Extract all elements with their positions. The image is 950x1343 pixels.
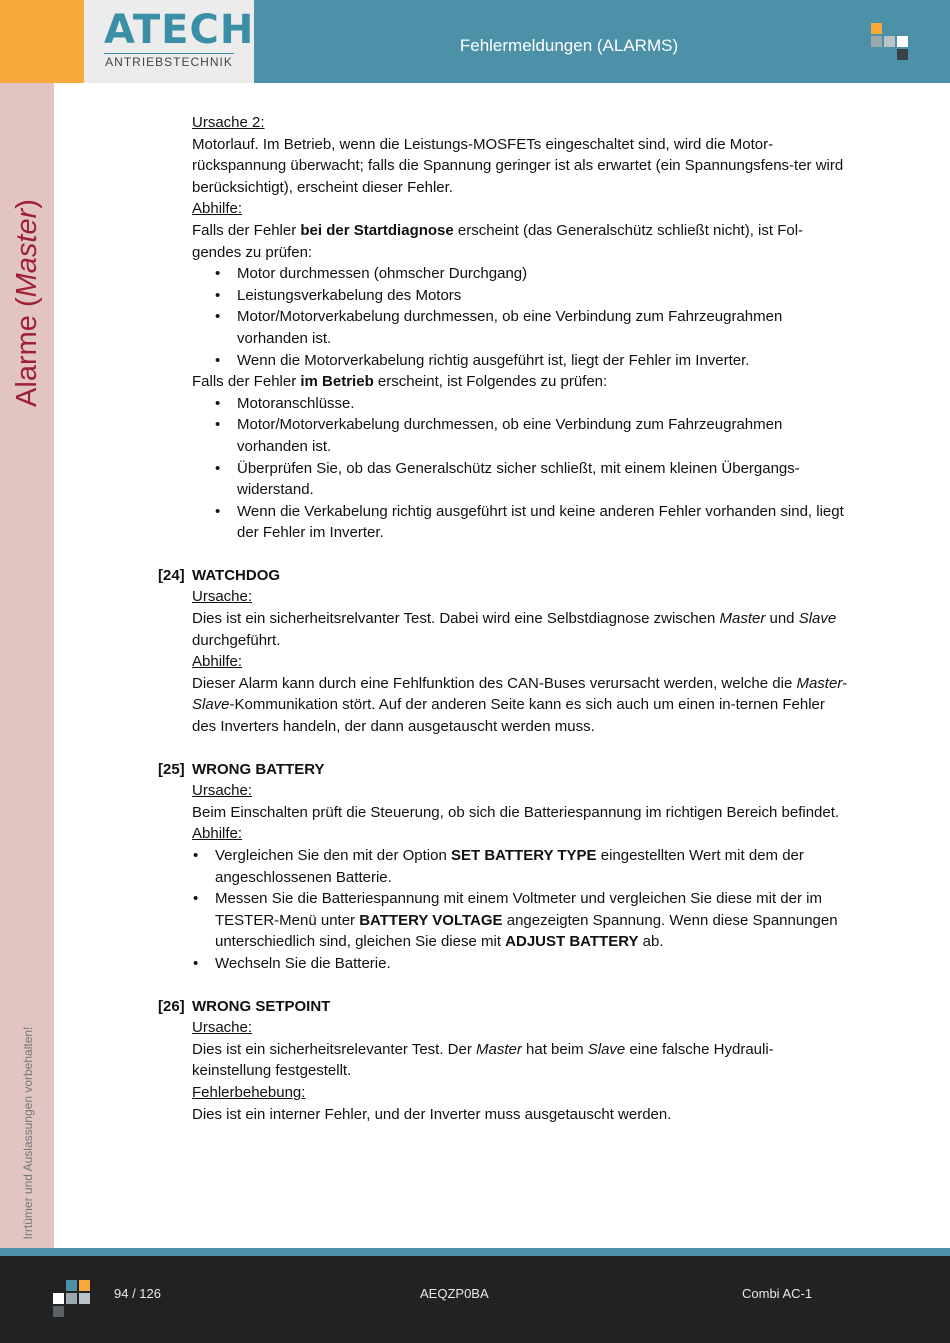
list-item: • Wenn die Verkabelung richtig ausgeführt ist und keine anderen Fehler vorhanden sind, liegt der Fehler im Inverter. bbox=[158, 501, 848, 544]
s25-remedy-list bbox=[158, 845, 848, 975]
header-bar bbox=[254, 0, 950, 83]
s26-fix-label: Fehlerbehebung: bbox=[192, 1083, 306, 1101]
sidebar-title: Alarme (Master) bbox=[11, 199, 43, 407]
s26-cause-text: Dies ist ein sicherheitsrelevanter Test. Der Master hat beim Slave eine falsche Hydrauli-keinstellung festgestellt. bbox=[192, 1040, 774, 1080]
document-code: AEQZP0BA bbox=[420, 1286, 489, 1301]
s25-cause-text: Beim Einschalten prüft die Steuerung, ob sich die Batteriespannung im richtigen Bereich befindet. bbox=[192, 803, 840, 821]
sidebar-disclaimer: Irrtümer und Auslassungen vorbehalten! bbox=[21, 1026, 35, 1240]
list-item: • Motor durchmessen (ohmscher Durchgang) bbox=[158, 263, 848, 285]
remedy-label: Abhilfe: bbox=[192, 200, 243, 218]
footer-accent-line bbox=[0, 1248, 950, 1256]
s26-fix-text: Dies ist ein interner Fehler, und der Inverter muss ausgetauscht werden. bbox=[192, 1105, 672, 1123]
s25-remedy-label: Abhilfe: bbox=[192, 825, 243, 843]
list-item: • Wenn die Motorverkabelung richtig ausgeführt ist, liegt der Fehler im Inverter. bbox=[158, 350, 848, 372]
startdiag-list bbox=[158, 263, 848, 371]
list-item: • Wechseln Sie die Batterie. bbox=[158, 953, 848, 975]
section-25-heading: [25] WRONG BATTERY bbox=[158, 760, 325, 778]
product-name: Combi AC-1 bbox=[742, 1286, 813, 1301]
cause2-text: Motorlauf. Im Betrieb, wenn die Leistungs-MOSFETs eingeschaltet sind, wird die Motor-rückspannung überwacht; falls die Spannung geringer ist als erwartet (ein Spannungsfens-ter wird berücksichtigt), erscheint dieser Fehler. bbox=[192, 135, 844, 196]
cause2-label: Ursache 2: bbox=[192, 114, 265, 131]
section-24-heading: [24] WATCHDOG bbox=[158, 566, 281, 584]
s24-cause-text: Dies ist ein sicherheitsrelvanter Test. Dabei wird eine Selbstdiagnose zwischen Master und Slave durchgeführt. bbox=[192, 610, 837, 649]
company-logo bbox=[84, 0, 254, 83]
s24-cause-label: Ursache: bbox=[192, 588, 253, 606]
list-item: • Vergleichen Sie den mit der Option SET BATTERY TYPE eingestellten Wert mit dem der angeschlossenen Batterie. bbox=[158, 845, 848, 888]
list-item: • Messen Sie die Batteriespannung mit einem Voltmeter und vergleichen Sie diese mit der im TESTER-Menü unter BATTERY VOLTAGE angezeigten Spannung. Wenn diese Spannungen unterschiedlich sind, gleichen Sie diese mit ADJUST BATTERY ab. bbox=[158, 888, 848, 953]
startdiag-paragraph: Falls der Fehler bei der Startdiagnose erscheint (das Generalschütz schließt nicht), ist Fol-gendes zu prüfen: bbox=[192, 221, 804, 261]
s26-cause-label: Ursache: bbox=[192, 1019, 253, 1037]
s24-remedy-label: Abhilfe: bbox=[192, 653, 243, 671]
list-item: • Motoranschlüsse. bbox=[158, 393, 848, 415]
s25-cause-label: Ursache: bbox=[192, 782, 253, 800]
list-item: • Überprüfen Sie, ob das Generalschütz sicher schließt, mit einem kleinen Übergangs-widerstand. bbox=[158, 458, 848, 501]
sidebar bbox=[0, 83, 54, 1248]
footer bbox=[0, 1256, 950, 1343]
logo-sub-text: ANTRIEBSTECHNIK bbox=[105, 55, 233, 69]
list-item: • Motor/Motorverkabelung durchmessen, ob eine Verbindung zum Fahrzeugrahmen vorhanden ist. bbox=[158, 414, 848, 457]
logo-divider bbox=[104, 53, 234, 54]
running-list bbox=[158, 393, 848, 544]
list-item: • Motor/Motorverkabelung durchmessen, ob eine Verbindung zum Fahrzeugrahmen vorhanden ist. bbox=[158, 306, 848, 349]
page-header-title: Fehlermeldungen (ALARMS) bbox=[459, 36, 679, 55]
header-orange-block bbox=[0, 0, 84, 83]
page-number: 94 / 126 bbox=[114, 1286, 161, 1301]
list-item: • Leistungsverkabelung des Motors bbox=[158, 285, 848, 307]
s24-remedy-text: Dieser Alarm kann durch eine Fehlfunktion des CAN-Buses verursacht werden, welche die Master-Slave-Kommunikation stört. Auf der anderen Seite kann es sich auch um einen in-ternen Fehler des Inverters handeln, der dann ausgetauscht werden muss. bbox=[192, 674, 848, 736]
logo-main-text: ATECH bbox=[104, 7, 255, 53]
document-body bbox=[158, 112, 848, 1125]
section-26-heading: [26] WRONG SETPOINT bbox=[158, 997, 331, 1015]
running-paragraph: Falls der Fehler im Betrieb erscheint, ist Folgendes zu prüfen: bbox=[192, 373, 608, 391]
